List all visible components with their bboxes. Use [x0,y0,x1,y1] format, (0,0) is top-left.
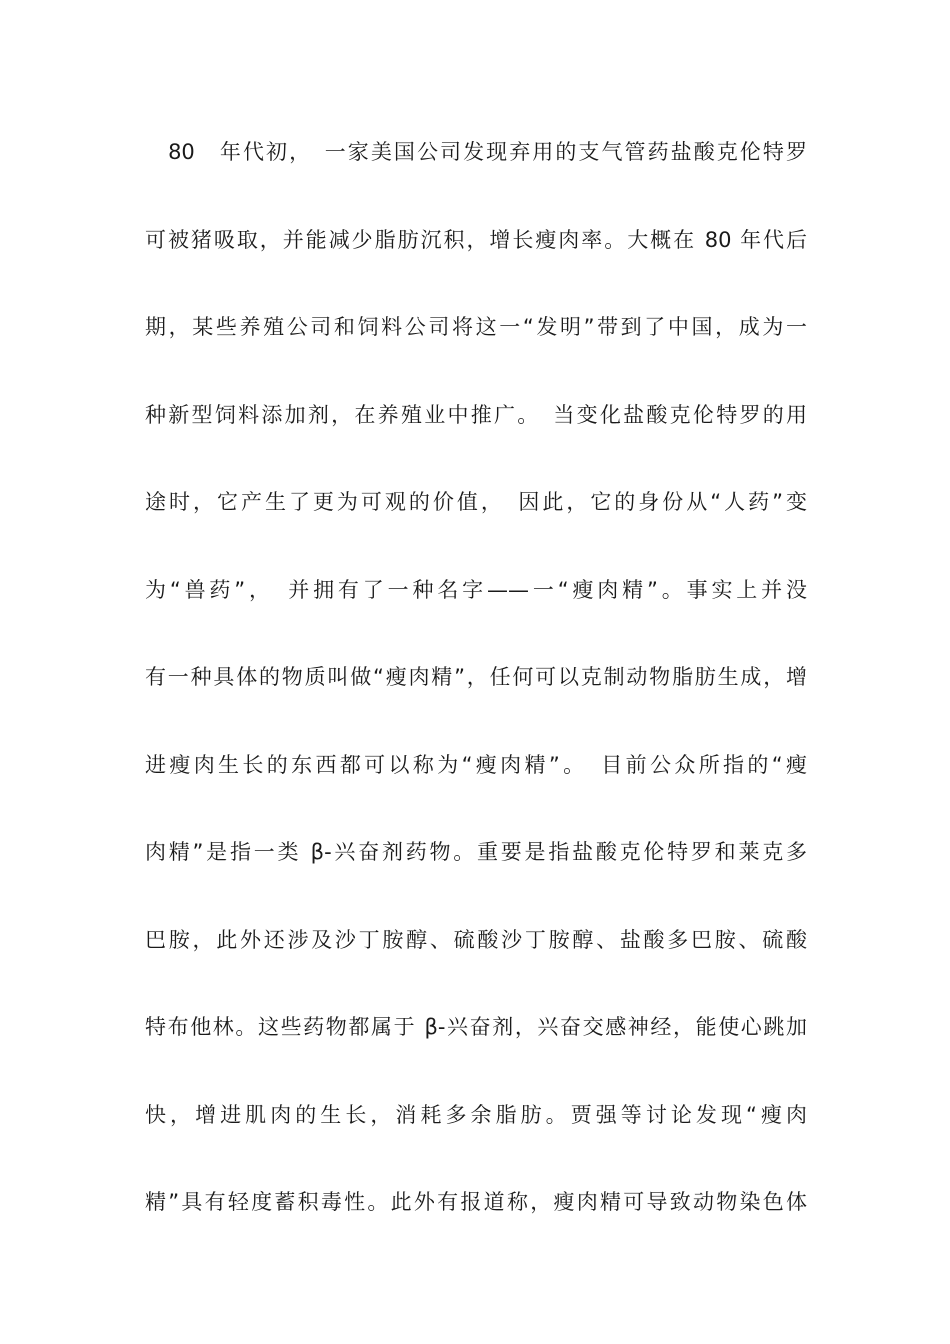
text-line-4: 种新型饲料添加剂，在养殖业中推广。 当变化盐酸克伦特罗的用 [145,403,807,427]
text-line-3: 期，某些养殖公司和饲料公司将这一“发明”带到了中国，成为一 [145,315,807,339]
text-line-10: 巴胺，此外还涉及沙丁胺醇、硫酸沙丁胺醇、盐酸多巴胺、硫酸 [145,928,807,952]
text-line-2: 可被猪吸取，并能减少脂肪沉积，增长瘦肉率。大概在 80 年代后 [145,228,807,252]
text-line-12: 快，增进肌肉的生长，消耗多余脂肪。贾强等讨论发现“瘦肉 [145,1103,807,1127]
text-line-7: 有一种具体的物质叫做“瘦肉精”，任何可以克制动物脂肪生成，增 [145,665,807,689]
text-line-13: 精”具有轻度蓄积毒性。此外有报道称，瘦肉精可导致动物染色体 [145,1190,807,1214]
text-line-1: 80 年代初， 一家美国公司发现弃用的支气管药盐酸克伦特罗 [145,140,807,164]
text-line-6: 为“兽药”， 并拥有了一种名字——一“瘦肉精”。事实上并没 [145,578,807,602]
text-line-5: 途时，它产生了更为可观的价值， 因此，它的身份从“人药”变 [145,490,807,514]
text-line-11: 特布他林。这些药物都属于 β-兴奋剂，兴奋交感神经，能使心跳加 [145,1015,807,1039]
text-line-9: 肉精”是指一类 β-兴奋剂药物。重要是指盐酸克伦特罗和莱克多 [145,840,807,864]
text-line-8: 进瘦肉生长的东西都可以称为“瘦肉精”。 目前公众所指的“瘦 [145,753,807,777]
